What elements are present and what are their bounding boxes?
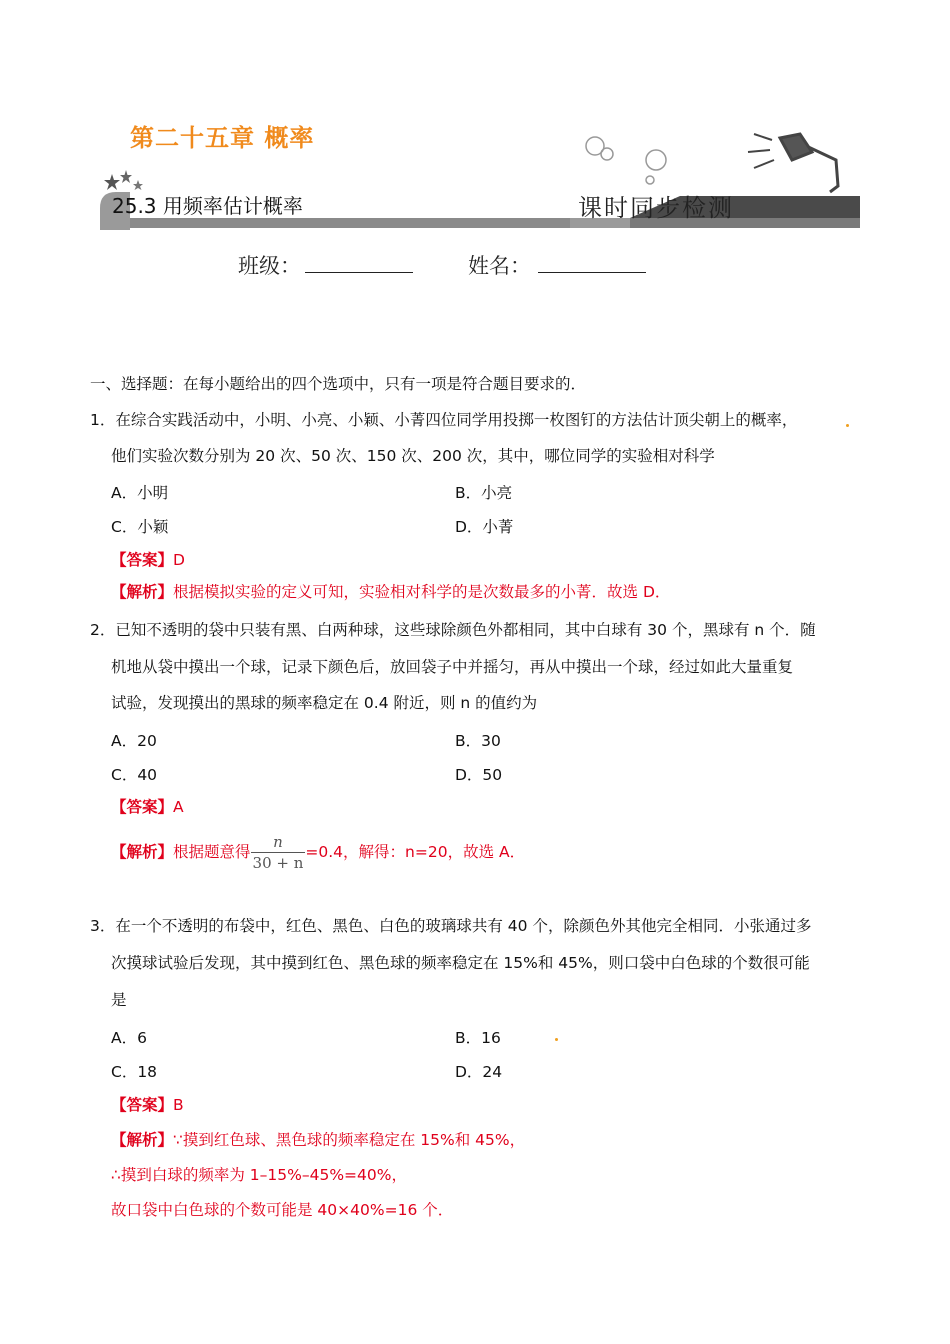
bubble-icon [601, 148, 613, 160]
answer-value: B [173, 1096, 184, 1114]
q1-option-c: C．小颖 [111, 518, 169, 536]
q3-analysis-3: 故口袋中白色球的个数可能是 40×40%=16 个． [111, 1201, 454, 1219]
q2-line1: 2．已知不透明的袋中只装有黑、白两种球，这些球除颜色外都相同，其中白球有 30 个，黑球有 n 个．随 [90, 621, 816, 639]
q1-option-b: B．小亮 [455, 484, 513, 502]
star-icon [104, 174, 120, 190]
bubble-icon [646, 176, 654, 184]
name-label: 姓名： [468, 254, 531, 278]
q3-analysis-2: ∴摸到白球的频率为 1–15%–45%=40%， [111, 1166, 407, 1184]
analysis-post: =0.4，解得：n=20，故选 A． [305, 843, 526, 861]
analysis-label: 【解析】 [111, 1131, 174, 1149]
name-field[interactable] [538, 250, 646, 273]
q2-analysis [111, 832, 525, 873]
q3-option-c: C．18 [111, 1063, 158, 1081]
analysis-label: 【解析】 [111, 583, 174, 601]
q2-option-a: A．20 [111, 732, 157, 750]
q3-analysis-1 [111, 1130, 525, 1150]
q1-line2: 他们实验次数分别为 20 次、50 次、150 次、200 次，其中，哪位同学的实验相对科学 [111, 447, 715, 465]
fraction-denominator: 30 + n [252, 854, 304, 872]
fraction [251, 832, 306, 873]
q2-option-d: D．50 [455, 766, 503, 784]
q3-line2: 次摸球试验后发现，其中摸到红色、黑色球的频率稳定在 15%和 45%，则口袋中白色球的个数很可能 [111, 954, 810, 972]
analysis-text: 根据模拟实验的定义可知，实验相对科学的是次数最多的小菁．故选 D． [173, 583, 671, 601]
q2-line2: 机地从袋中摸出一个球，记录下颜色后，放回袋子中并摇匀，再从中摸出一个球，经过如此大量重复 [111, 658, 794, 676]
q3-option-d: D．24 [455, 1063, 503, 1081]
q3-line1: 3．在一个不透明的布袋中，红色、黑色、白色的玻璃球共有 40 个，除颜色外其他完全相同．小张通过多 [90, 917, 812, 935]
mark-dot [555, 1038, 558, 1041]
answer-label: 【答案】 [111, 551, 174, 569]
q1-analysis [111, 582, 670, 602]
chapter-title: 第二十五章 概率 [130, 124, 315, 152]
sync-test-title: 课时同步检测 [578, 194, 734, 222]
section-title: 25.3 用频率估计概率 [112, 194, 303, 218]
answer-label: 【答案】 [111, 1096, 174, 1114]
class-label: 班级： [238, 254, 301, 278]
q1-line1: 1．在综合实践活动中，小明、小亮、小颖、小菁四位同学用投掷一枚图钉的方法估计顶尖朝上的概率， [90, 411, 798, 429]
analysis-text: ∵摸到红色球、黑色球的频率稳定在 15%和 45%， [173, 1131, 526, 1149]
answer-label: 【答案】 [111, 798, 174, 816]
fraction-numerator: n [251, 832, 306, 853]
star-icon [133, 180, 143, 190]
answer-value: D [173, 551, 185, 569]
banner-strip [130, 218, 570, 228]
q3-line3: 是 [111, 991, 127, 1009]
analysis-label: 【解析】 [111, 843, 174, 861]
part-heading: 一、选择题：在每小题给出的四个选项中，只有一项是符合题目要求的． [90, 375, 587, 393]
lamp-icon [748, 134, 838, 192]
answer-value: A [173, 798, 184, 816]
q3-option-a: A．6 [111, 1029, 147, 1047]
q1-option-a: A．小明 [111, 484, 169, 502]
class-field[interactable] [305, 250, 413, 273]
q2-option-b: B．30 [455, 732, 501, 750]
q3-answer [111, 1095, 184, 1115]
q1-option-d: D．小菁 [455, 518, 514, 536]
bubble-icon [646, 150, 666, 170]
q3-option-b: B．16 [455, 1029, 501, 1047]
q2-answer [111, 797, 184, 817]
star-icon [120, 170, 132, 183]
q2-option-c: C．40 [111, 766, 158, 784]
analysis-pre: 根据题意得 [173, 843, 251, 861]
mark-dot [846, 424, 849, 427]
q2-line3: 试验，发现摸出的黑球的频率稳定在 0.4 附近，则 n 的值约为 [111, 694, 538, 712]
q1-answer [111, 550, 185, 570]
